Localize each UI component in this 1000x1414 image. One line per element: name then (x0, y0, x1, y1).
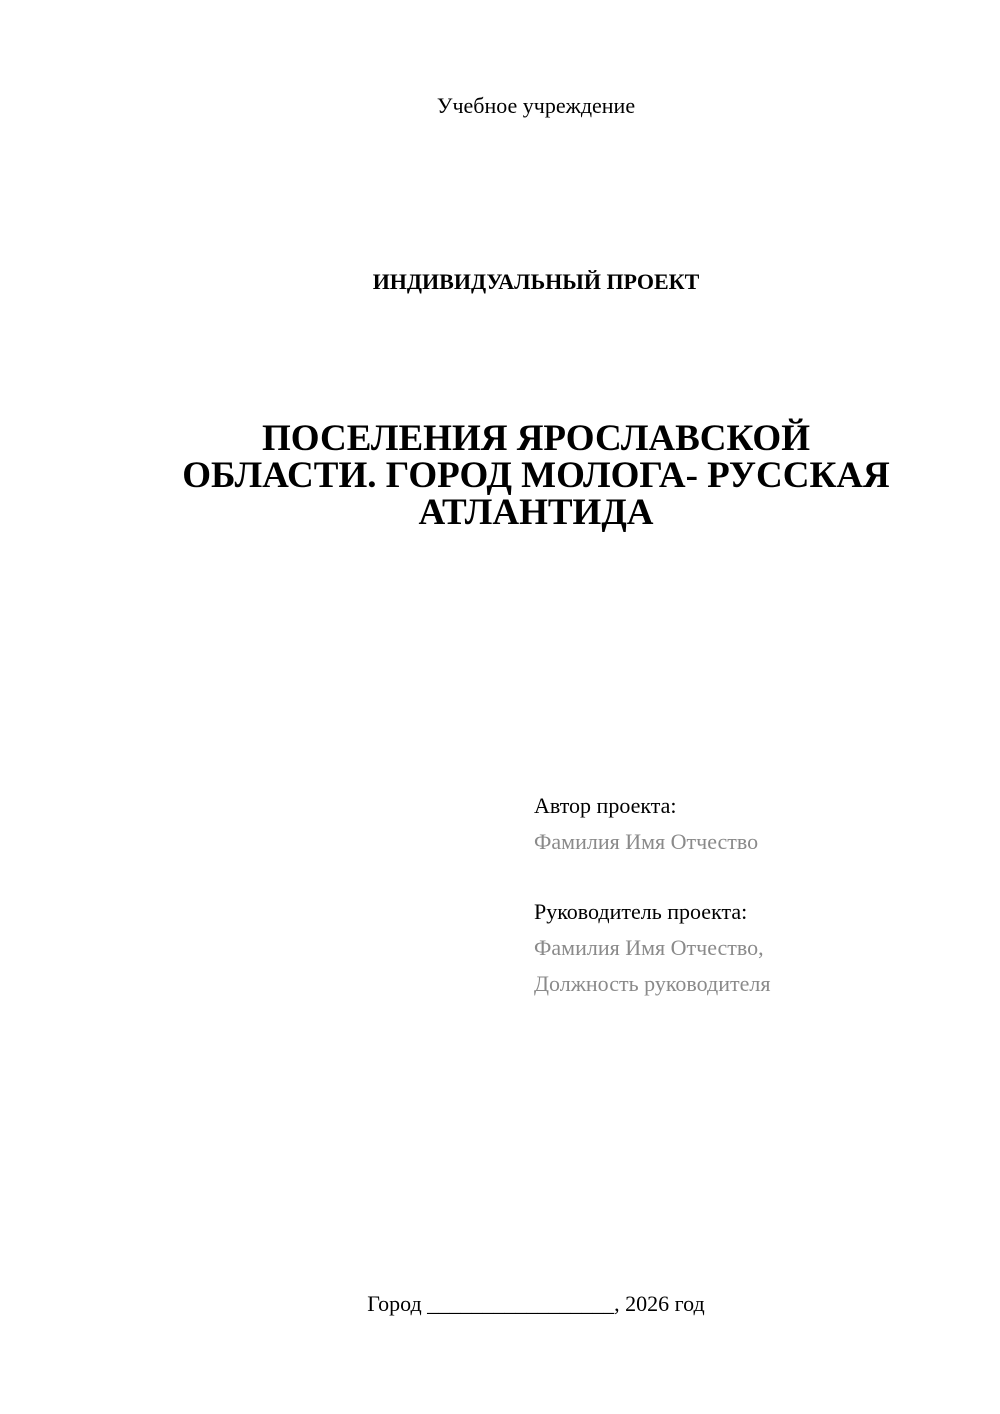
spacer (534, 860, 974, 894)
project-title-line-2: ОБЛАСТИ. ГОРОД МОЛОГА- РУССКАЯ (182, 455, 890, 496)
document-type: ИНДИВИДУАЛЬНЫЙ ПРОЕКТ (372, 269, 700, 294)
institution-name: Учебное учреждение (436, 93, 636, 118)
project-title (0, 420, 1000, 531)
supervisor-label: Руководитель проекта: (534, 899, 748, 924)
project-title-line-3: АТЛАНТИДА (418, 492, 654, 533)
supervisor-name: Фамилия Имя Отчество, (534, 935, 764, 960)
authorship-block (534, 788, 974, 1002)
supervisor-position: Должность руководителя (534, 971, 771, 996)
author-label: Автор проекта: (534, 793, 677, 818)
city-year-line: Город _________________, 2026 год (367, 1291, 705, 1316)
author-name: Фамилия Имя Отчество (534, 829, 759, 854)
project-title-line-1: ПОСЕЛЕНИЯ ЯРОСЛАВСКОЙ (262, 418, 810, 459)
